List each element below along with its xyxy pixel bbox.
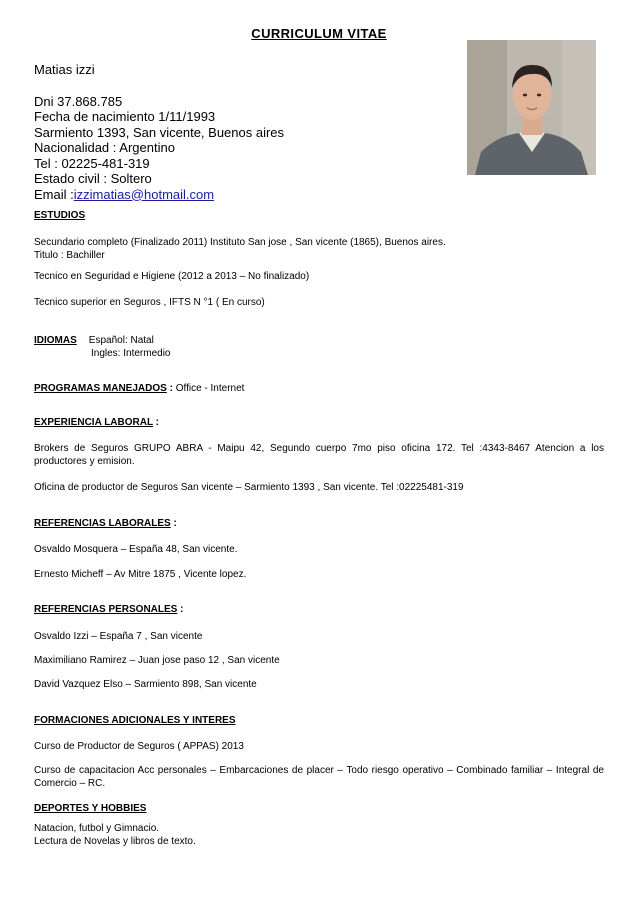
nationality: Nacionalidad : Argentino (34, 140, 175, 155)
document-title: CURRICULUM VITAE (251, 26, 387, 41)
ref-personales-heading: REFERENCIAS PERSONALES (34, 604, 178, 615)
address: Sarmiento 1393, San vicente, Buenos aires (34, 124, 285, 140)
section-experiencia (34, 416, 604, 429)
deportes-heading: DEPORTES Y HOBBIES (34, 803, 147, 814)
section-ref-laborales (34, 517, 604, 530)
ref-personales-item-3: David Vazquez Elso – Sarmiento 898, San vicente (34, 679, 257, 690)
idiomas-heading: IDIOMAS (34, 335, 77, 346)
programas-separator: : (166, 383, 176, 394)
estudios-heading: ESTUDIOS (34, 210, 86, 221)
section-ref-personales (34, 603, 604, 616)
estudios-line: Titulo : Bachiller (34, 250, 105, 261)
experiencia-separator: : (152, 417, 160, 428)
section-programas (34, 382, 604, 395)
programas-heading: PROGRAMAS MANEJADOS (34, 383, 167, 394)
ref-personales-item-1: Osvaldo Izzi – España 7 , San vicente (34, 631, 203, 642)
estudios-line: Secundario completo (Finalizado 2011) Instituto San jose , San vicente (1865), Buenos aires. (34, 237, 446, 248)
dni: Dni 37.868.785 (34, 93, 123, 109)
ref-laborales-item-1: Osvaldo Mosquera – España 48, San vicente. (34, 544, 238, 555)
formaciones-item-1: Curso de Productor de Seguros ( APPAS) 2013 (34, 741, 244, 752)
estudios-item-1 (34, 236, 604, 262)
formaciones-item-2: Curso de capacitacion Acc personales – Embarcaciones de placer – Todo riesgo operativo – Combinado familiar – Integral de Comercio – RC. (34, 765, 604, 789)
section-formaciones (34, 714, 604, 727)
experiencia-item-1: Brokers de Seguros GRUPO ABRA - Maipu 42, Segundo cuerpo 7mo piso oficina 172. Tel :4343-8467 Atencion a los productores y emision. (34, 443, 604, 467)
section-deportes (34, 802, 604, 815)
email-link[interactable]: izzimatias@hotmail.com (73, 186, 215, 202)
birth-date: Fecha de nacimiento 1/11/1993 (34, 109, 216, 124)
ref-laborales-separator: : (170, 518, 177, 529)
estudios-item-2: Tecnico en Seguridad e Higiene (2012 a 2013 – No finalizado) (34, 271, 310, 282)
civil-status: Estado civil : Soltero (34, 171, 152, 186)
experiencia-heading: EXPERIENCIA LABORAL (34, 417, 153, 428)
personal-info (34, 62, 284, 202)
deportes-line: Lectura de Novelas y libros de texto. (34, 836, 196, 847)
phone: Tel : 02225-481-319 (34, 155, 150, 171)
deportes-line: Natacion, futbol y Gimnacio. (34, 823, 160, 834)
profile-photo (467, 40, 596, 175)
formaciones-heading: FORMACIONES ADICIONALES Y INTERES (34, 715, 236, 726)
idioma-1: Español: Natal (88, 335, 154, 346)
ref-laborales-item-2: Ernesto Micheff – Av Mitre 1875 , Vicente lopez. (34, 569, 247, 580)
email-label: Email : (34, 186, 74, 202)
idioma-2: Ingles: Intermedio (91, 348, 171, 359)
ref-laborales-heading: REFERENCIAS LABORALES (34, 518, 171, 529)
email-row (34, 187, 284, 203)
ref-personales-separator: : (177, 604, 184, 615)
section-idiomas (34, 334, 604, 360)
estudios-item-3: Tecnico superior en Seguros , IFTS N °1 ( En curso) (34, 297, 265, 308)
deportes-items (34, 822, 604, 848)
candidate-name: Matias izzi (34, 62, 95, 77)
section-estudios (34, 209, 604, 222)
experiencia-item-2: Oficina de productor de Seguros San vicente – Sarmiento 1393 , San vicente. Tel :02225481-319 (34, 482, 464, 493)
ref-personales-item-2: Maximiliano Ramirez – Juan jose paso 12 , San vicente (34, 655, 280, 666)
programas-value: Office - Internet (175, 383, 245, 394)
portrait-image (467, 40, 596, 175)
